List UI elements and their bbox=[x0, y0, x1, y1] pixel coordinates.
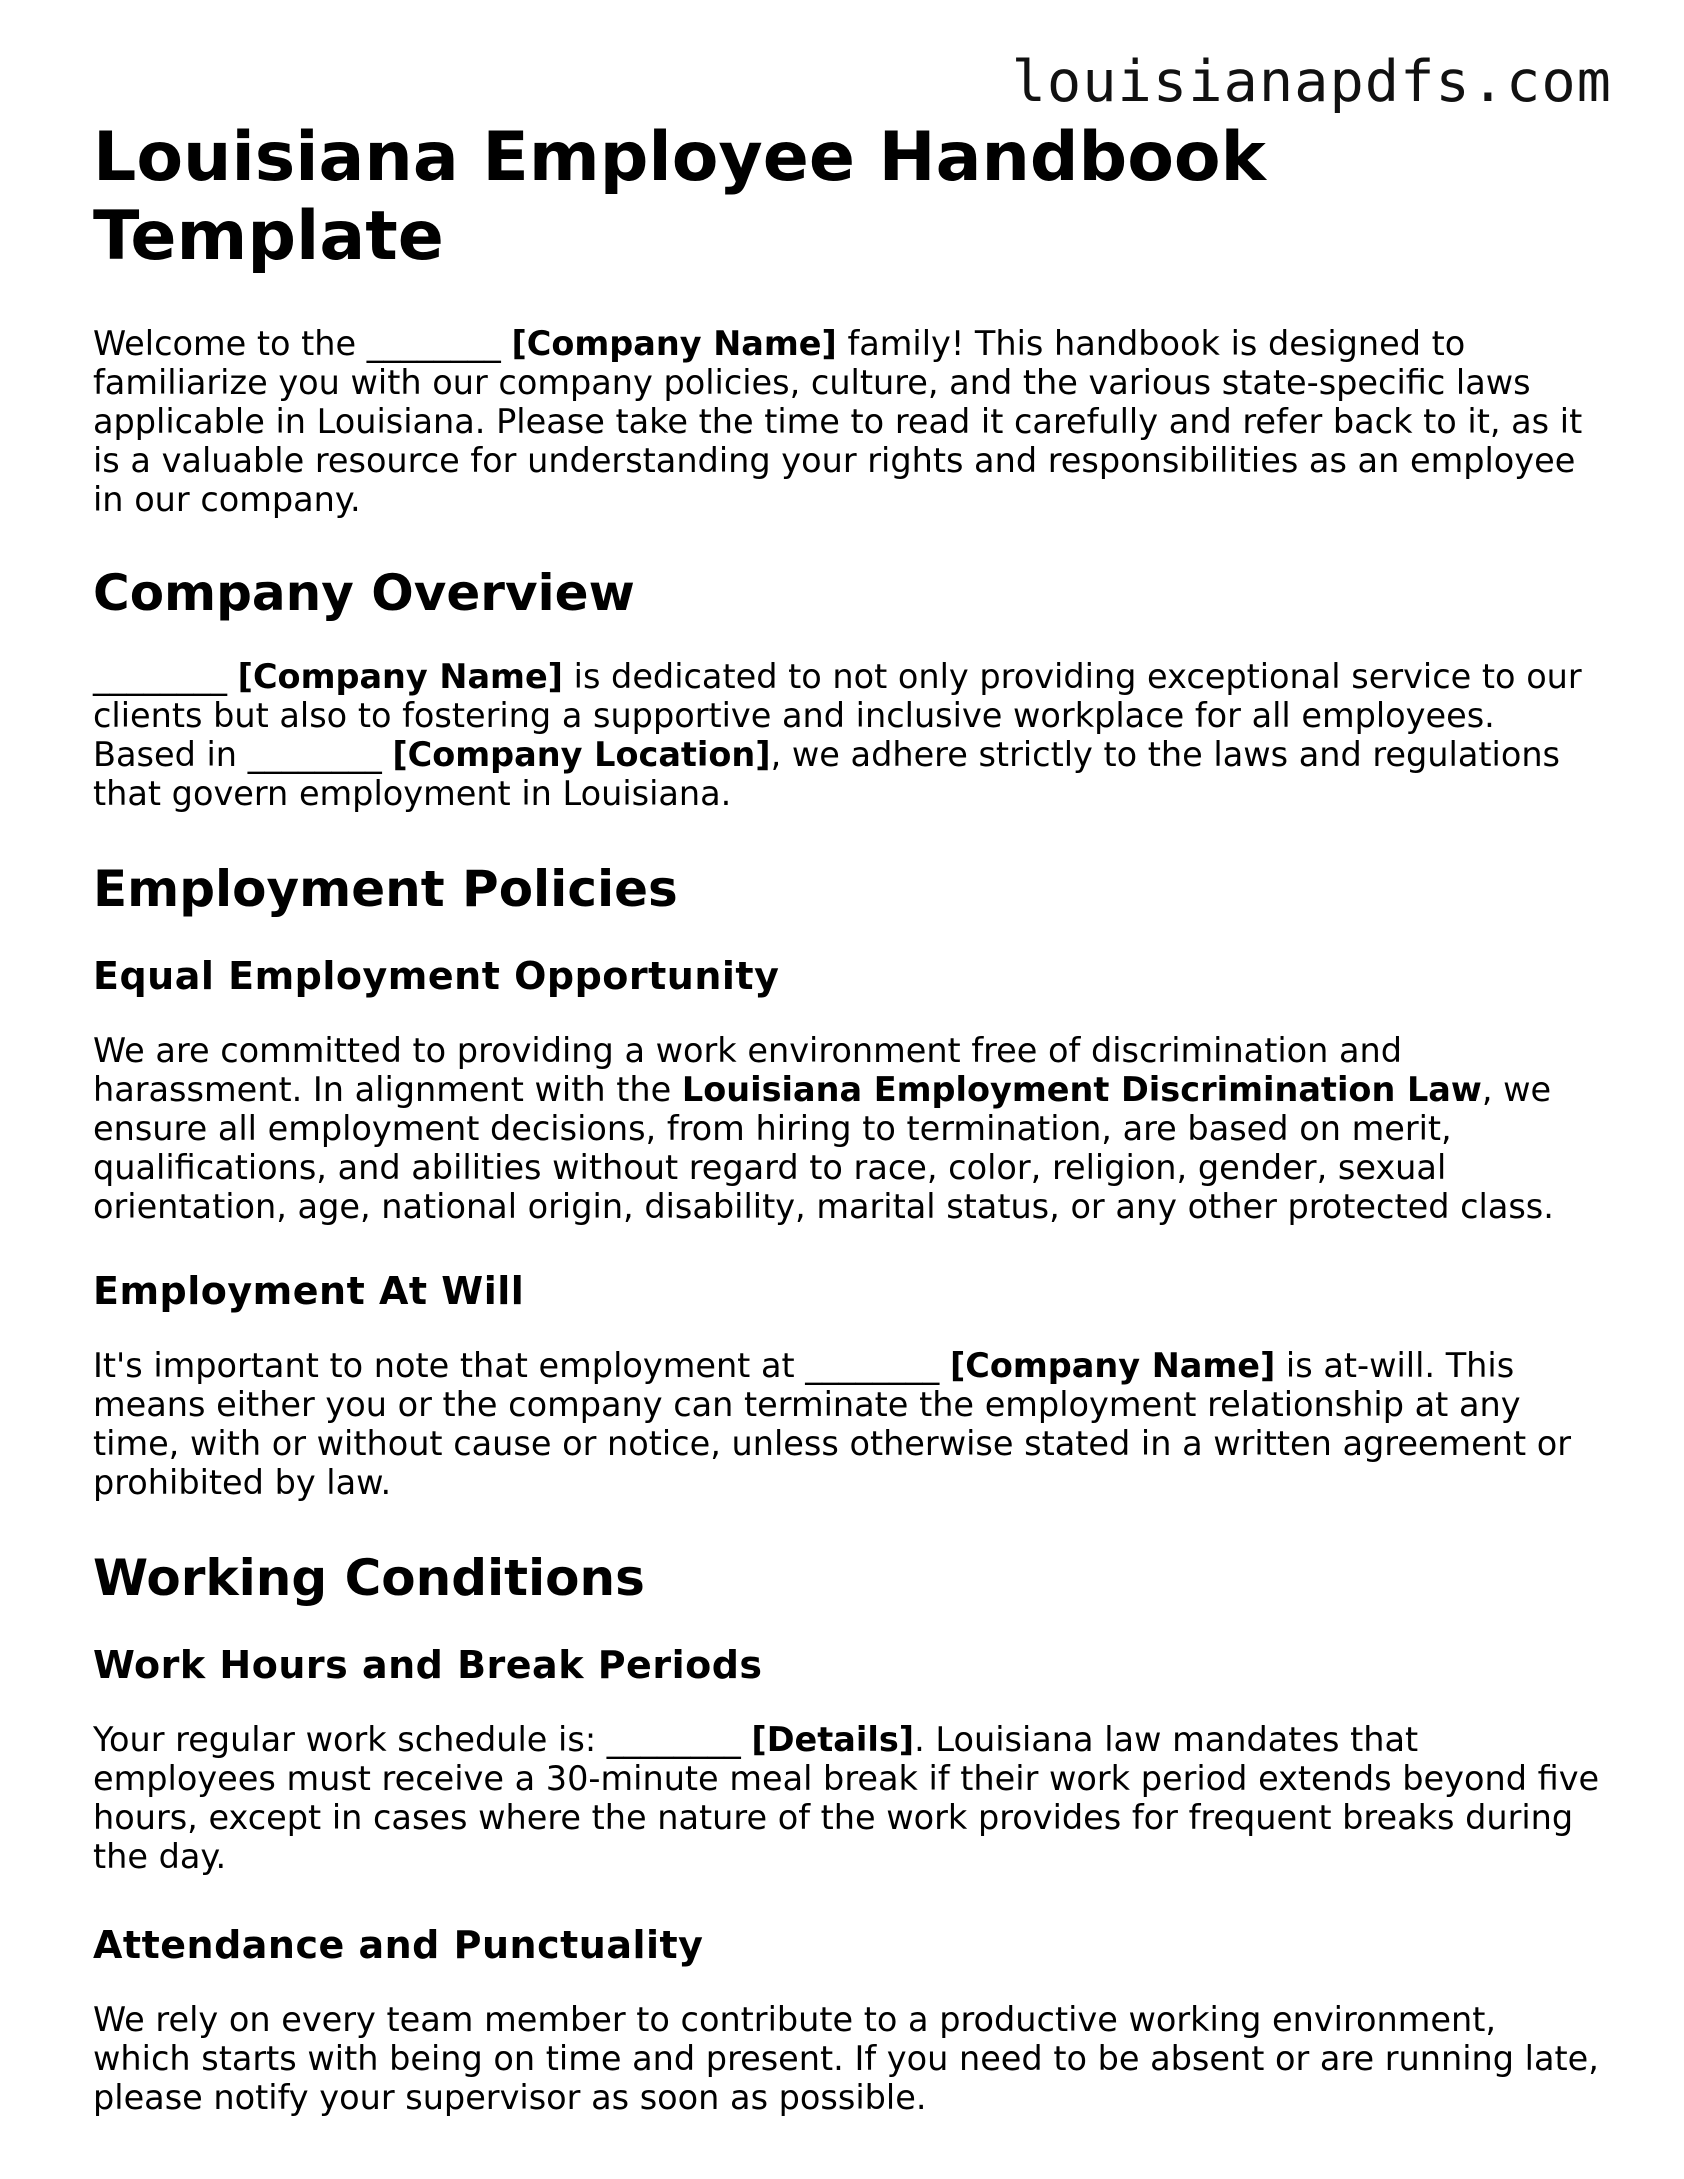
work-hours-heading: Work Hours and Break Periods bbox=[93, 1643, 763, 1687]
company-name-blank: ________ bbox=[366, 324, 501, 363]
document-title: Louisiana Employee Handbook Template bbox=[93, 118, 1266, 276]
discrimination-law-name: Louisiana Employment Discrimination Law bbox=[681, 1070, 1482, 1109]
intro-text-2: family! This handbook is designed to familiarize you with our company policies, culture, and the various state-specific laws applicable in Louisiana. Please take the time to read it carefully and refer back to it, as it is a valuable resource for understanding your rights and responsibilities as an employee in our company. bbox=[93, 324, 1583, 519]
company-name-placeholder: [Company Name] bbox=[949, 1346, 1276, 1385]
details-placeholder: [Details] bbox=[751, 1720, 915, 1759]
company-name-blank: ________ bbox=[805, 1346, 940, 1385]
attendance-paragraph bbox=[93, 2000, 1603, 2117]
eeo-text-1: We are committed to providing a work environment free of discrimination and harassment. In alignment with the bbox=[93, 1031, 1403, 1109]
details-blank: ________ bbox=[606, 1720, 741, 1759]
intro-paragraph bbox=[93, 324, 1603, 519]
working-conditions-heading: Working Conditions bbox=[93, 1549, 645, 1607]
employment-policies-heading: Employment Policies bbox=[93, 860, 678, 918]
document-body bbox=[93, 118, 1603, 2117]
company-location-placeholder: [Company Location] bbox=[392, 735, 771, 774]
hours-text-1: Your regular work schedule is: bbox=[93, 1720, 607, 1759]
equal-employment-paragraph bbox=[93, 1031, 1603, 1226]
company-location-blank: ________ bbox=[247, 735, 382, 774]
overview-text-2: , we adhere strictly to the laws and regulations that govern employment in Louisiana. bbox=[93, 735, 1561, 813]
eeo-text-2: , we ensure all employment decisions, from hiring to termination, are based on merit, qualifications, and abilities without regard to race, color, religion, gender, sexual orientation, age, national origin, disability, marital status, or any other protected class. bbox=[93, 1070, 1554, 1226]
company-name-blank: ________ bbox=[93, 657, 227, 696]
company-name-placeholder: [Company Name] bbox=[511, 324, 837, 363]
atwill-text-2: is at-will. This means either you or the company can terminate the employment relationship at any time, with or without cause or notice, unless otherwise stated in a written agreement or prohibited by law. bbox=[93, 1346, 1572, 1502]
overview-text-1: is dedicated to not only providing exceptional service to our clients but also to fostering a supportive and inclusive workplace for all employees. Based in bbox=[93, 657, 1582, 774]
company-name-placeholder: [Company Name] bbox=[237, 657, 563, 696]
at-will-heading: Employment At Will bbox=[93, 1269, 525, 1313]
hours-text-2: . Louisiana law mandates that employees must receive a 30-minute meal break if their work period extends beyond five hours, except in cases where the nature of the work provides for frequent breaks during the day. bbox=[93, 1720, 1600, 1876]
company-overview-paragraph bbox=[93, 657, 1603, 813]
site-watermark: louisianapdfs.com bbox=[1011, 49, 1612, 115]
equal-employment-heading: Equal Employment Opportunity bbox=[93, 954, 780, 998]
atwill-text-1: It's important to note that employment at bbox=[93, 1346, 806, 1385]
work-hours-paragraph bbox=[93, 1720, 1603, 1876]
company-overview-heading: Company Overview bbox=[93, 564, 635, 622]
attendance-text: We rely on every team member to contribute to a productive working environment, which starts with being on time and present. If you need to be absent or are running late, please notify your supervisor as soon as possible. bbox=[93, 2000, 1599, 2117]
at-will-paragraph bbox=[93, 1346, 1603, 1502]
intro-text-1: Welcome to the bbox=[93, 324, 367, 363]
attendance-heading: Attendance and Punctuality bbox=[93, 1923, 704, 1967]
